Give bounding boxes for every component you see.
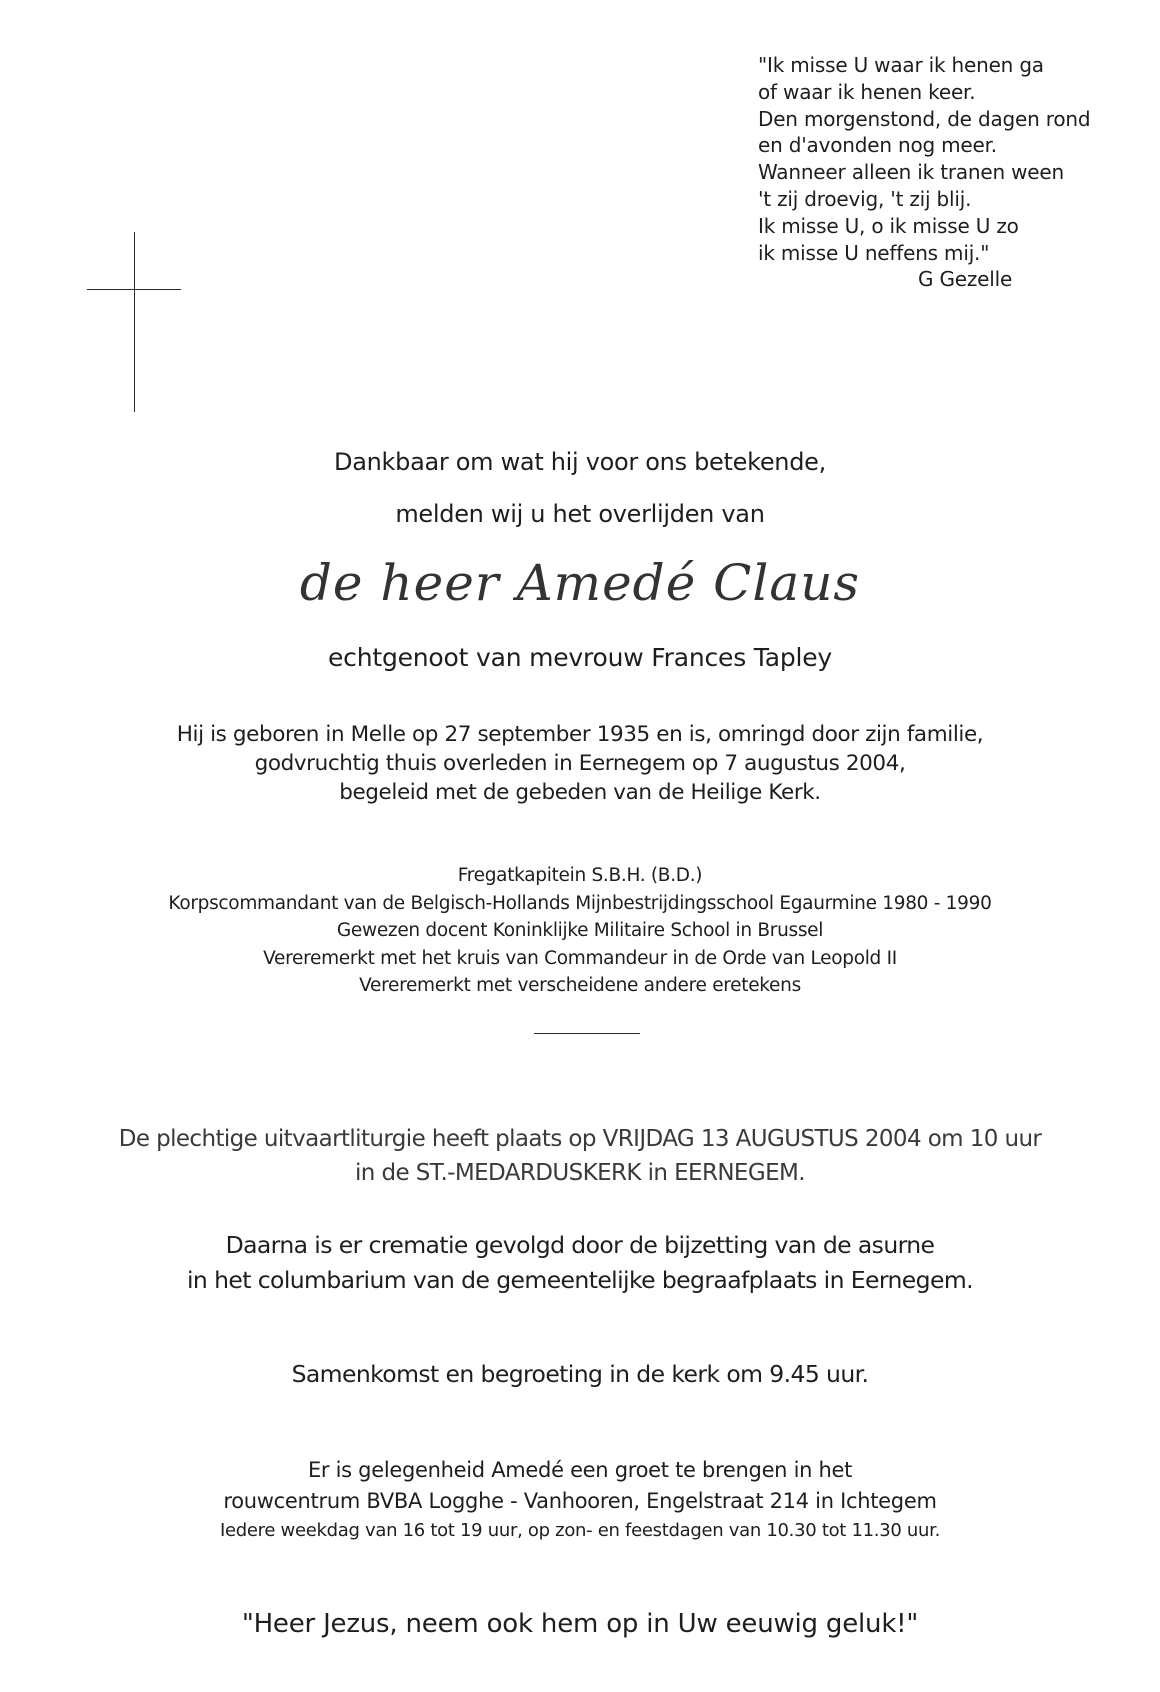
- honor-line: Vereremerkt met verscheidene andere eretekens: [359, 975, 801, 996]
- cross-icon-bar: [87, 289, 181, 290]
- poem-line: en d'avonden nog meer.: [758, 133, 997, 158]
- closing-prayer: "Heer Jezus, neem ook hem op in Uw eeuwig geluk!": [241, 1609, 919, 1639]
- visitation-line: Er is gelegenheid Amedé een groet te brengen in het: [307, 1458, 853, 1482]
- visitation-line: rouwcentrum BVBA Logghe - Vanhooren, Engelstraat 214 in Ichtegem: [223, 1489, 937, 1513]
- poem-line: Wanneer alleen ik tranen ween: [758, 160, 1064, 185]
- bio-line: Hij is geboren in Melle op 27 september 1935 en is, omringd door zijn familie,: [176, 722, 984, 747]
- poem-line: ik misse U neffens mij.": [758, 240, 990, 265]
- visitation-hours: Iedere weekdag van 16 tot 19 uur, op zon- en feestdagen van 10.30 tot 11.30 uur.: [219, 1520, 941, 1541]
- poem-line: Ik misse U, o ik misse U zo: [758, 213, 1019, 238]
- poem-line: of waar ik henen keer.: [758, 79, 976, 104]
- poem-quote: [758, 52, 1148, 293]
- cremation-line: in het columbarium van de gemeentelijke begraafplaats in Eernegem.: [187, 1266, 973, 1294]
- intro-announcement: [0, 436, 1160, 540]
- poem-author: G Gezelle: [918, 267, 1013, 292]
- biography: [0, 720, 1160, 807]
- poem-line: 't zij droevig, 't zij blij.: [758, 186, 972, 211]
- cremation-info: [0, 1228, 1160, 1298]
- spouse-line: echtgenoot van mevrouw Frances Tapley: [327, 643, 833, 672]
- funeral-line: De plechtige uitvaartliturgie heeft plaats op VRIJDAG 13 AUGUSTUS 2004 om 10 uur: [118, 1126, 1042, 1152]
- bio-line: godvruchtig thuis overleden in Eernegem op 7 augustus 2004,: [254, 751, 906, 776]
- funeral-info: [0, 1122, 1160, 1190]
- funeral-line: in de ST.-MEDARDUSKERK in EERNEGEM.: [355, 1160, 805, 1186]
- intro-line: melden wij u het overlijden van: [395, 500, 765, 528]
- deceased-name: de heer Amedé Claus: [299, 554, 861, 612]
- gathering-info: Samenkomst en begroeting in de kerk om 9.45 uur.: [291, 1360, 869, 1388]
- honor-line: Korpscommandant van de Belgisch-Hollands Mijnbestrijdingsschool Egaurmine 1980 - 1990: [168, 892, 992, 914]
- honor-line: Vereremerkt met het kruis van Commandeur in de Orde van Leopold II: [263, 947, 897, 969]
- honor-line: Fregatkapitein S.B.H. (B.D.): [457, 865, 703, 886]
- intro-line: Dankbaar om wat hij voor ons betekende,: [334, 448, 826, 476]
- poem-line: Den morgenstond, de dagen rond: [758, 106, 1091, 131]
- honors-list: [0, 862, 1160, 1000]
- poem-line: "Ik misse U waar ik henen ga: [758, 53, 1044, 77]
- cross-icon: [134, 232, 135, 412]
- section-divider: [534, 1033, 640, 1034]
- honor-line: Gewezen docent Koninklijke Militaire School in Brussel: [336, 920, 824, 941]
- cremation-line: Daarna is er crematie gevolgd door de bijzetting van de asurne: [225, 1231, 935, 1259]
- visitation-info: [0, 1455, 1160, 1517]
- bio-line: begeleid met de gebeden van de Heilige Kerk.: [339, 780, 821, 805]
